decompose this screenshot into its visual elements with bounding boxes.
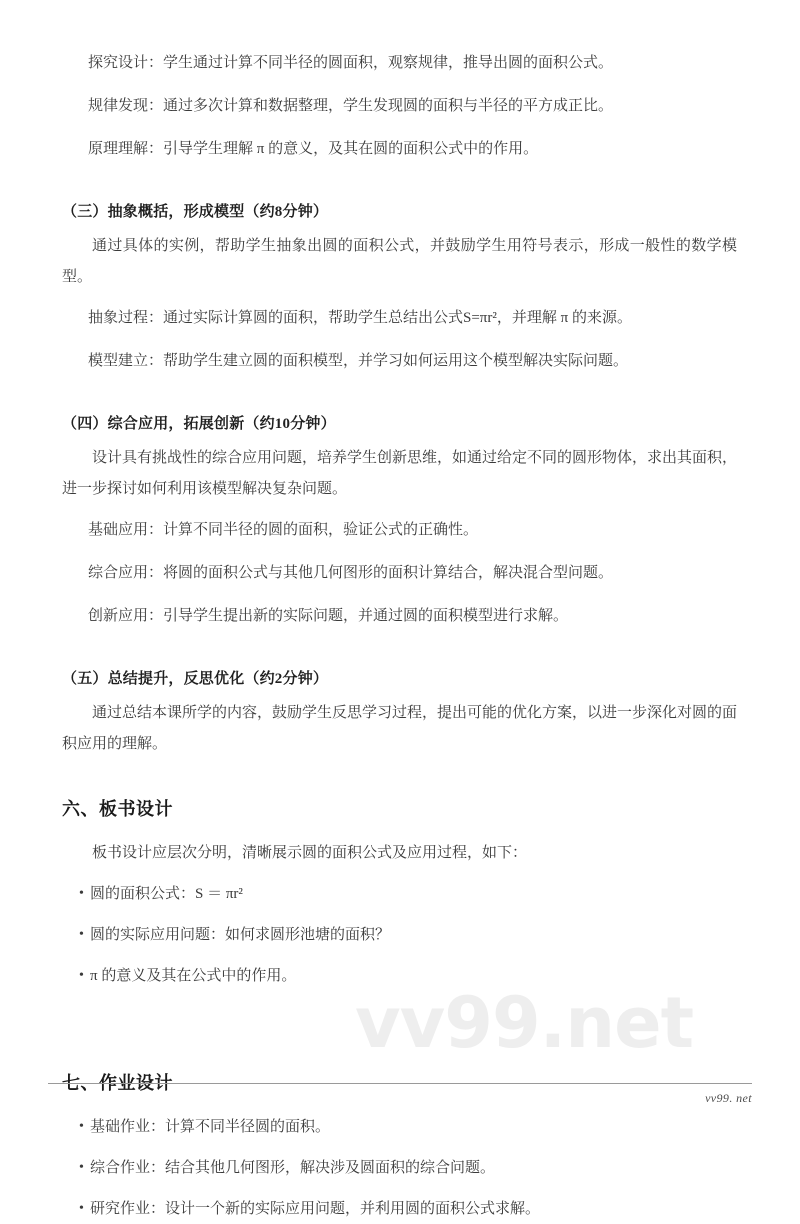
paragraph-basic-application: 基础应用：计算不同半径的圆的面积，验证公式的正确性。 bbox=[88, 522, 479, 538]
footer-site-label: vv99. net bbox=[705, 1091, 752, 1105]
subheading-part-three: （三）抽象概括，形成模型（约8分钟） bbox=[62, 204, 329, 220]
paragraph-part-four-intro: 设计具有挑战性的综合应用问题，培养学生创新思维，如通过给定不同的圆形物体，求出其面积，进一步探讨如何利用该模型解决复杂问题。 bbox=[62, 450, 738, 497]
paragraph-innovative-application: 创新应用：引导学生提出新的实际问题，并通过圆的面积模型进行求解。 bbox=[88, 608, 569, 624]
spacer bbox=[62, 389, 737, 399]
list-item: • 圆的面积公式：S ＝ πr² bbox=[62, 879, 737, 909]
list-item: • 研究作业：设计一个新的实际应用问题，并利用圆的面积公式求解。 bbox=[62, 1194, 737, 1224]
list-item: • 基础作业：计算不同半径圆的面积。 bbox=[62, 1112, 737, 1142]
list-item: • 综合作业：结合其他几何图形，解决涉及圆面积的综合问题。 bbox=[62, 1153, 737, 1183]
paragraph-section-six-intro: 板书设计应层次分明，清晰展示圆的面积公式及应用过程，如下： bbox=[92, 845, 528, 861]
paragraph-abstraction-process: 抽象过程：通过实际计算圆的面积，帮助学生总结出公式S=πr²，并理解 π 的来源。 bbox=[88, 310, 632, 326]
footer-divider bbox=[48, 1083, 752, 1084]
page-footer bbox=[48, 1083, 752, 1106]
bullet-list-section-seven bbox=[62, 1112, 737, 1224]
list-item: • π 的意义及其在公式中的作用。 bbox=[62, 961, 737, 991]
heading-section-six: 六、板书设计 bbox=[62, 799, 173, 819]
paragraph-pattern-discovery: 规律发现：通过多次计算和数据整理，学生发现圆的面积与半径的平方成正比。 bbox=[88, 98, 614, 114]
paragraph-comprehensive-application: 综合应用：将圆的面积公式与其他几何图形的面积计算结合，解决混合型问题。 bbox=[88, 565, 614, 581]
spacer bbox=[62, 177, 737, 187]
paragraph-model-building: 模型建立：帮助学生建立圆的面积模型，并学习如何运用这个模型解决实际问题。 bbox=[88, 353, 629, 369]
bullet-list-section-six bbox=[62, 879, 737, 991]
heading-section-seven: 七、作业设计 bbox=[62, 1073, 173, 1093]
paragraph-part-five-intro: 通过总结本课所学的内容，鼓励学生反思学习过程，提出可能的优化方案，以进一步深化对圆的面积应用的理解。 bbox=[62, 705, 738, 752]
list-item: • 圆的实际应用问题：如何求圆形池塘的面积？ bbox=[62, 920, 737, 950]
spacer bbox=[62, 644, 737, 654]
paragraph-inquiry-design: 探究设计：学生通过计算不同半径的圆面积，观察规律，推导出圆的面积公式。 bbox=[88, 55, 614, 71]
watermark-vv99: vv99.net bbox=[355, 982, 694, 1064]
paragraph-part-three-intro: 通过具体的实例，帮助学生抽象出圆的面积公式，并鼓励学生用符号表示，形成一般性的数学模型。 bbox=[62, 238, 737, 285]
paragraph-principle-understanding: 原理理解：引导学生理解 π 的意义，及其在圆的面积公式中的作用。 bbox=[88, 141, 539, 157]
subheading-part-five: （五）总结提升，反思优化（约2分钟） bbox=[62, 671, 329, 687]
subheading-part-four: （四）综合应用，拓展创新（约10分钟） bbox=[62, 416, 336, 432]
spacer bbox=[62, 1002, 737, 1028]
